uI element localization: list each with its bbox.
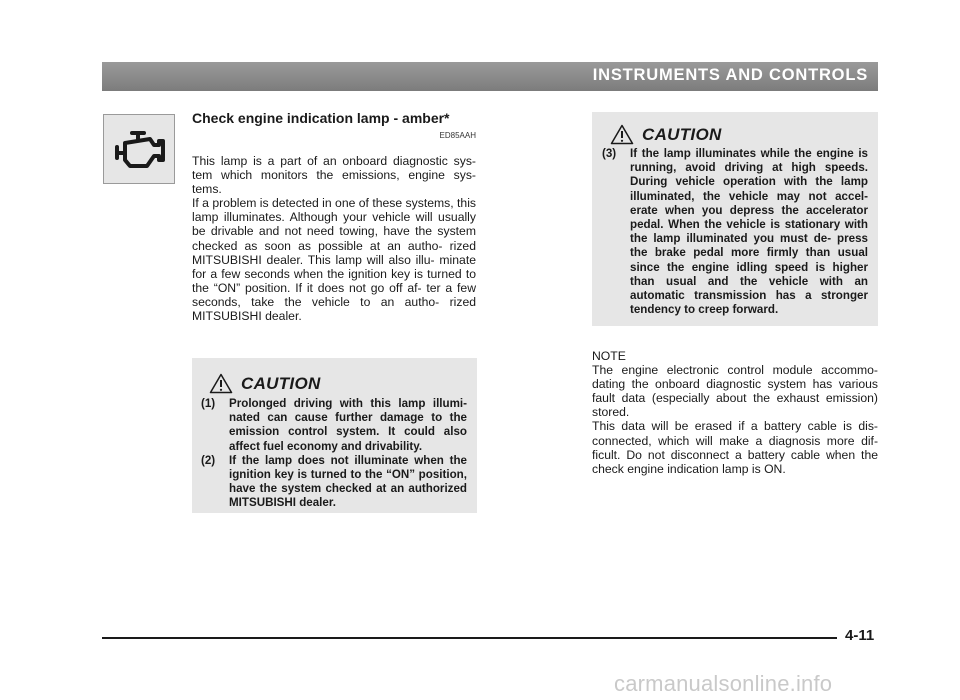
caution-item: [201, 454, 467, 511]
warning-triangle-icon: [610, 124, 634, 145]
note-paragraph: This data will be erased if a battery cable is dis- connected, which will make a diagnosis more dif- ficult. Do not disconnect a battery cable when the check engine indication lamp is ON.: [592, 419, 878, 476]
caution-item: [602, 147, 868, 317]
body-paragraph: If a problem is detected in one of these systems, this lamp illuminates. Although your vehicle will usually be drivable and not need towing, have the system checked as soon as possible at an autho- rized MITSUBISHI dealer. This lamp will also illu- minate for a few seconds when the ignition key is turned to the “ON” position. If it does not go off af- ter a few seconds, take the vehicle to an autho- rized MITSUBISHI dealer.: [192, 196, 476, 324]
caution-item-number: (3): [602, 147, 617, 160]
header-title: INSTRUMENTS AND CONTROLS: [592, 66, 868, 84]
warning-triangle-icon: [209, 373, 233, 394]
caution-item-number: (1): [201, 397, 216, 410]
note-section: [592, 349, 878, 476]
caution-label: CAUTION: [241, 374, 321, 393]
caution-heading: [201, 370, 467, 394]
page-number: 4-11: [845, 627, 875, 644]
caution-label: CAUTION: [642, 125, 722, 144]
note-label: NOTE: [592, 349, 626, 363]
caution-heading: [602, 121, 868, 145]
body-paragraph: This lamp is a part of an onboard diagnostic sys- tem which monitors the emissions, engine sys- tems.: [192, 154, 476, 197]
footer-rule: [102, 637, 837, 639]
note-paragraph: The engine electronic control module accommo- dating the onboard diagnostic system has various fault data (especially about the exhaust emission) stored.: [592, 363, 878, 420]
header-bar: [102, 62, 878, 91]
caution-item-text: Prolonged driving with this lamp illumi- nated can cause further damage to the emission control system. It could also affect fuel economy and drivability.: [229, 397, 467, 453]
check-engine-icon: [114, 128, 166, 172]
section-title: Check engine indication lamp - amber*: [192, 110, 450, 126]
watermark: carmanualsonline.info: [614, 671, 833, 696]
check-engine-icon-box: [103, 114, 175, 184]
section-body: [192, 154, 476, 323]
caution-item-text: If the lamp does not illuminate when the ignition key is turned to the “ON” position, have the system checked at an authorized MITSUBISHI dealer.: [229, 453, 467, 510]
caution-item: [201, 397, 467, 454]
caution-box-right: [592, 112, 878, 326]
caution-item-number: (2): [201, 453, 216, 467]
section-code: ED85AAH: [439, 131, 476, 140]
caution-box-left: [192, 358, 477, 513]
caution-item-text: If the lamp illuminates while the engine is running, avoid driving at high speeds. During vehicle operation with the lamp illuminated, the vehicle may not accel- erate when you depress the accelerator pedal. When the vehicle is stationary with the lamp illuminated you must de- press the brake pedal more firmly than usual since the engine idling speed is higher than usual and the vehicle with an automatic transmission has a stronger tendency to creep forward.: [630, 147, 868, 317]
